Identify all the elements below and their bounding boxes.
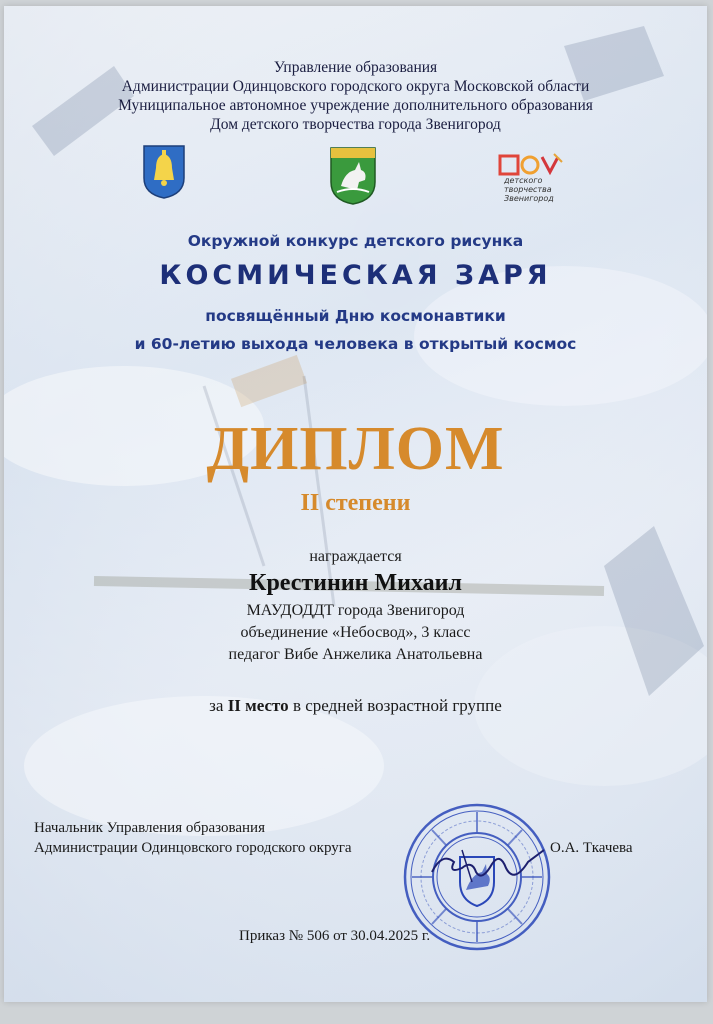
ddt-logo-line-2: детского	[504, 176, 543, 185]
diploma-title: ДИПЛОМ	[206, 415, 505, 483]
header-line-4: Дом детского творчества города Звенигород	[210, 116, 501, 133]
recipient-org: МАУДОДДТ города Звенигород	[246, 602, 465, 619]
recipient-teacher: педагог Вибе Анжелика Анатольевна	[228, 646, 483, 663]
place-value: II место	[227, 696, 289, 715]
ddt-logo	[496, 152, 566, 208]
header-line-2: Администрации Одинцовского городского округа Московской области	[121, 78, 590, 95]
diploma-sheet	[4, 6, 707, 1002]
diploma-degree: II степени	[300, 490, 411, 516]
header-line-1: Управление образования	[273, 59, 438, 76]
header-line-3: Муниципальное автономное учреждение дополнительного образования	[118, 97, 593, 114]
ddt-logo-line-3: творчества	[504, 185, 552, 194]
signature-title	[34, 818, 352, 858]
contest-subtitle: Окружной конкурс детского рисунка	[187, 232, 524, 250]
bell-coat-of-arms-icon	[142, 144, 186, 200]
signer-name: О.А. Ткачева	[550, 840, 633, 856]
recipient-name: Крестинин Михаил	[249, 570, 462, 596]
awarded-label: награждается	[309, 548, 402, 565]
ddt-logo-line-4: Звенигород	[504, 194, 554, 203]
official-stamp	[402, 802, 552, 952]
deer-coat-of-arms-icon	[329, 146, 377, 206]
contest-dedication-1: посвящённый Дню космонавтики	[205, 307, 506, 325]
contest-dedication-2: и 60-летию выхода человека в открытый космос	[134, 335, 577, 353]
contest-title: КОСМИЧЕСКАЯ ЗАРЯ	[159, 260, 552, 291]
signature-line-1: Начальник Управления образования	[34, 820, 265, 836]
signature-line-2: Администрации Одинцовского городского округа	[34, 840, 352, 856]
place-line	[4, 696, 707, 716]
recipient-group: объединение «Небосвод», 3 класс	[240, 624, 471, 641]
order-line: Приказ № 506 от 30.04.2025 г.	[239, 928, 431, 944]
place-suffix: в средней возрастной группе	[292, 696, 502, 715]
place-prefix: за	[209, 696, 224, 715]
